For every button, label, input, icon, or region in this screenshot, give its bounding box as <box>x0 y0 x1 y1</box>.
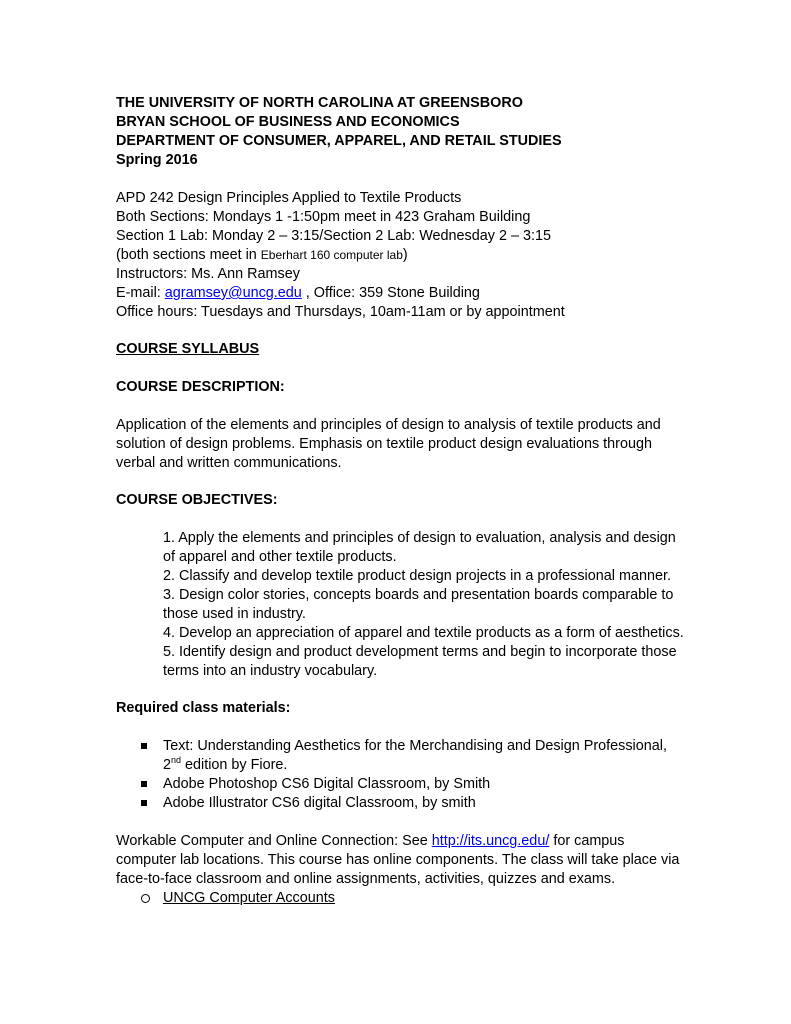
lab-location-line <box>116 246 686 265</box>
course-info <box>116 189 686 322</box>
course-labs: Section 1 Lab: Monday 2 – 3:15/Section 2 Lab: Wednesday 2 – 3:15 <box>116 228 551 244</box>
email-link[interactable]: agramsey@uncg.edu <box>164 285 302 301</box>
course-sections: Both Sections: Mondays 1 -1:50pm meet in 423 Graham Building <box>116 209 531 225</box>
square-bullet-icon <box>141 800 147 806</box>
lab-location-suffix: ) <box>402 247 408 263</box>
list-item <box>116 889 686 908</box>
materials-list <box>116 737 686 813</box>
its-link[interactable]: http://its.uncg.edu/ <box>431 833 550 849</box>
objective-item: 5. Identify design and product development terms and begin to incorporate those terms into an industry vocabulary. <box>163 644 677 679</box>
material-text: Adobe Illustrator CS6 digital Classroom, by smith <box>163 795 476 811</box>
material-text: Adobe Photoshop CS6 Digital Classroom, by Smith <box>163 776 491 792</box>
school-name: BRYAN SCHOOL OF BUSINESS AND ECONOMICS <box>116 114 460 130</box>
material-text: Text: Understanding Aesthetics for the Merchandising and Design Professional, 2 <box>163 738 667 773</box>
list-item <box>116 775 686 794</box>
instructors: Instructors: Ms. Ann Ramsey <box>116 266 300 282</box>
objectives-list <box>163 529 686 681</box>
square-bullet-icon <box>141 743 147 749</box>
computer-prefix: Workable Computer and Online Connection: See <box>116 833 432 849</box>
email-label: E-mail: <box>116 285 165 301</box>
material-text-rest: edition by Fiore. <box>181 757 288 773</box>
objective-item: 3. Design color stories, concepts boards and presentation boards comparable to those used in industry. <box>163 587 674 622</box>
objective-item: 1. Apply the elements and principles of design to evaluation, analysis and design of apparel and other textile products. <box>163 530 676 565</box>
circle-bullet-icon <box>141 894 150 903</box>
lab-location-prefix: (both sections meet in <box>116 247 261 263</box>
computer-accounts-item: UNCG Computer Accounts <box>163 890 335 906</box>
office-location: , Office: 359 Stone Building <box>301 285 480 301</box>
document-content <box>116 94 686 908</box>
objectives-heading: COURSE OBJECTIVES: <box>116 492 278 508</box>
syllabus-heading: COURSE SYLLABUS <box>116 341 260 357</box>
email-line <box>116 284 686 303</box>
material-superscript: nd <box>171 755 182 766</box>
square-bullet-icon <box>141 781 147 787</box>
list-item <box>116 737 686 775</box>
objective-item: 4. Develop an appreciation of apparel and textile products as a form of aesthetics. <box>163 625 684 641</box>
lab-location: Eberhart 160 computer lab <box>260 248 403 262</box>
objective-item: 2. Classify and develop textile product design projects in a professional manner. <box>163 568 671 584</box>
list-item <box>116 794 686 813</box>
computer-paragraph <box>116 832 686 889</box>
description-heading: COURSE DESCRIPTION: <box>116 379 285 395</box>
term: Spring 2016 <box>116 152 198 168</box>
office-hours: Office hours: Tuesdays and Thursdays, 10am-11am or by appointment <box>116 304 565 320</box>
computer-suffix: for campus computer lab locations. This course has online components. The class will take place via face-to-face classroom and online assignments, activities, quizzes and exams. <box>116 833 680 887</box>
university-name: THE UNIVERSITY OF NORTH CAROLINA AT GREENSBORO <box>116 95 523 111</box>
document-header <box>116 94 686 170</box>
materials-heading: Required class materials: <box>116 700 291 716</box>
department-name: DEPARTMENT OF CONSUMER, APPAREL, AND RETAIL STUDIES <box>116 133 562 149</box>
course-title: APD 242 Design Principles Applied to Textile Products <box>116 190 462 206</box>
description-text: Application of the elements and principles of design to analysis of textile products and solution of design problems. Emphasis on textile product design evaluations through verbal and written communications. <box>116 417 661 471</box>
